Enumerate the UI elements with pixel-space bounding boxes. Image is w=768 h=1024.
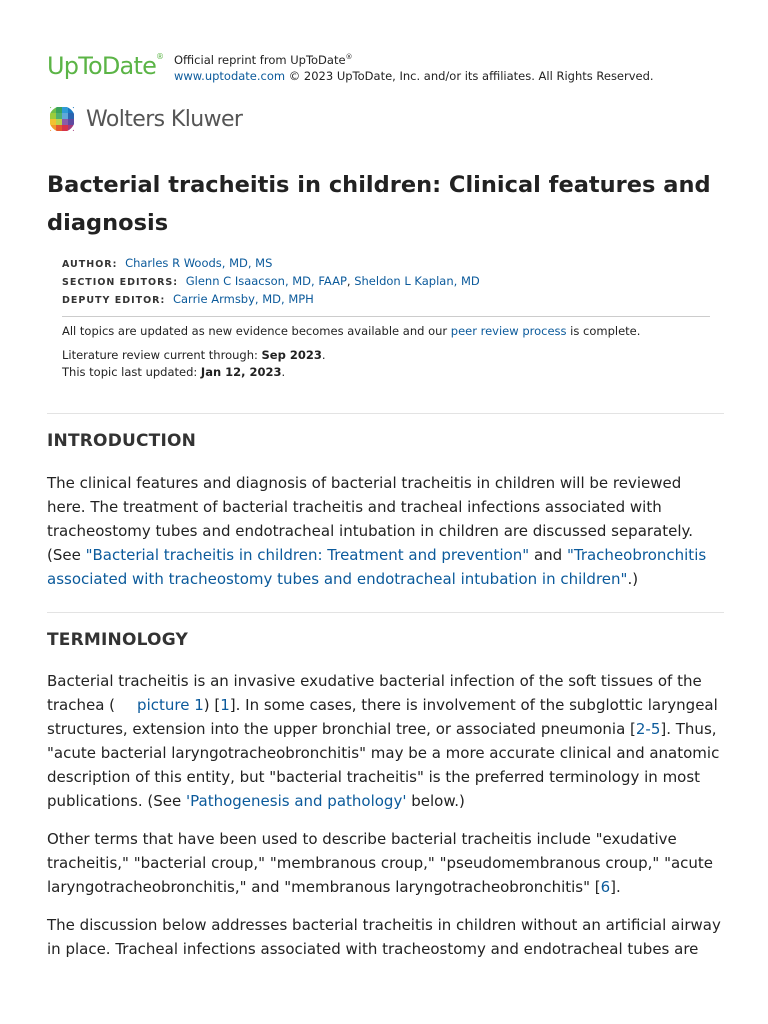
section-heading-terminology: TERMINOLOGY	[47, 630, 188, 650]
terminology-paragraph: Other terms that have been used to describe bacterial tracheitis include "exudative tracheitis," "bacterial croup," "membranous croup," "pseudomembranous croup," "acute laryngotracheobronchitis," and "membranous laryngotracheobronchitis" [6].	[47, 830, 714, 896]
divider	[62, 316, 710, 317]
picture-link[interactable]: picture 1	[137, 696, 204, 714]
last-updated-date: This topic last updated: Jan 12, 2023.	[62, 365, 286, 379]
update-note: All topics are updated as new evidence becomes available and our peer review process is complete.	[62, 324, 641, 338]
uptodate-logo[interactable]	[47, 48, 163, 81]
publisher-name: Wolters Kluwer	[86, 107, 243, 132]
registered-mark: ®	[156, 52, 164, 61]
section-editors-row: SECTION EDITORS: Glenn C Isaacson, MD, FAAP, Sheldon L Kaplan, MD	[62, 274, 480, 288]
section-divider	[47, 612, 724, 613]
reprint-text: Official reprint from UpToDate	[174, 52, 346, 67]
section-editors-label: SECTION EDITORS:	[62, 277, 179, 288]
peer-review-link[interactable]: peer review process	[450, 324, 567, 338]
brand-name: UpToDate	[47, 52, 157, 80]
author-link[interactable]: Charles R Woods, MD, MS	[125, 256, 273, 270]
deputy-editor-label: DEPUTY EDITOR:	[62, 295, 166, 306]
treatment-topic-link[interactable]: "Bacterial tracheitis in children: Treatment and prevention"	[85, 546, 530, 564]
reprint-registered-mark: ®	[345, 53, 353, 61]
deputy-editor-row	[62, 291, 710, 309]
section-editor-link[interactable]: Sheldon L Kaplan, MD	[354, 274, 480, 288]
literature-review-date: Literature review current through: Sep 2023.	[62, 348, 326, 362]
author-label: AUTHOR:	[62, 259, 118, 270]
introduction-paragraph: The clinical features and diagnosis of bacterial tracheitis in children will be reviewed here. The treatment of bacterial tracheitis and tracheal infections associated with tracheostomy tubes and endotracheal intubation in children are discussed separately. (See "Bacterial tracheitis in children: Treatment and prevention" and "Tracheobronchitis associated with tracheostomy tubes and endotracheal intubation in children".)	[47, 474, 707, 588]
section-editor-link[interactable]: Glenn C Isaacson, MD, FAAP	[185, 274, 347, 288]
reference-link[interactable]: 2-5	[635, 720, 661, 738]
page-title: Bacterial tracheitis in children: Clinical features and diagnosis	[47, 172, 711, 236]
terminology-paragraph: The discussion below addresses bacterial tracheitis in children without an artificial airway in place. Tracheal infections associated with tracheostomy and endotracheal tubes are	[47, 916, 721, 958]
section-heading-introduction: INTRODUCTION	[47, 431, 197, 451]
section-divider	[47, 413, 724, 414]
copyright-text: © 2023 UpToDate, Inc. and/or its affiliates. All Rights Reserved.	[285, 68, 654, 83]
tracheobronchitis-topic-link[interactable]: "Tracheobronchitis associated with tracheostomy tubes and endotracheal intubation in children"	[47, 546, 707, 588]
terminology-paragraph: Bacterial tracheitis is an invasive exudative bacterial infection of the soft tissues of the trachea ( picture 1) [1]. In some cases, there is involvement of the subglottic laryngeal structures, extension into the upper bronchial tree, or associated pneumonia [2-5]. Thus, "acute bacterial laryngotracheobronchitis" may be a more accurate clinical and anatomic description of this entity, but "bacterial tracheitis" is the preferred terminology in most publications. (See 'Pathogenesis and pathology' below.)	[47, 672, 720, 810]
header	[47, 48, 727, 88]
topic-metadata	[62, 255, 710, 381]
wolters-kluwer-mark-icon	[47, 104, 77, 134]
reference-link[interactable]: 6	[600, 878, 611, 896]
reference-link[interactable]: 1	[220, 696, 230, 714]
reprint-notice	[174, 49, 654, 84]
site-link[interactable]: www.uptodate.com	[174, 68, 286, 83]
author-row	[62, 255, 710, 273]
deputy-editor-link[interactable]: Carrie Armsby, MD, MPH	[172, 292, 314, 306]
pathogenesis-section-link[interactable]: 'Pathogenesis and pathology'	[186, 792, 407, 810]
